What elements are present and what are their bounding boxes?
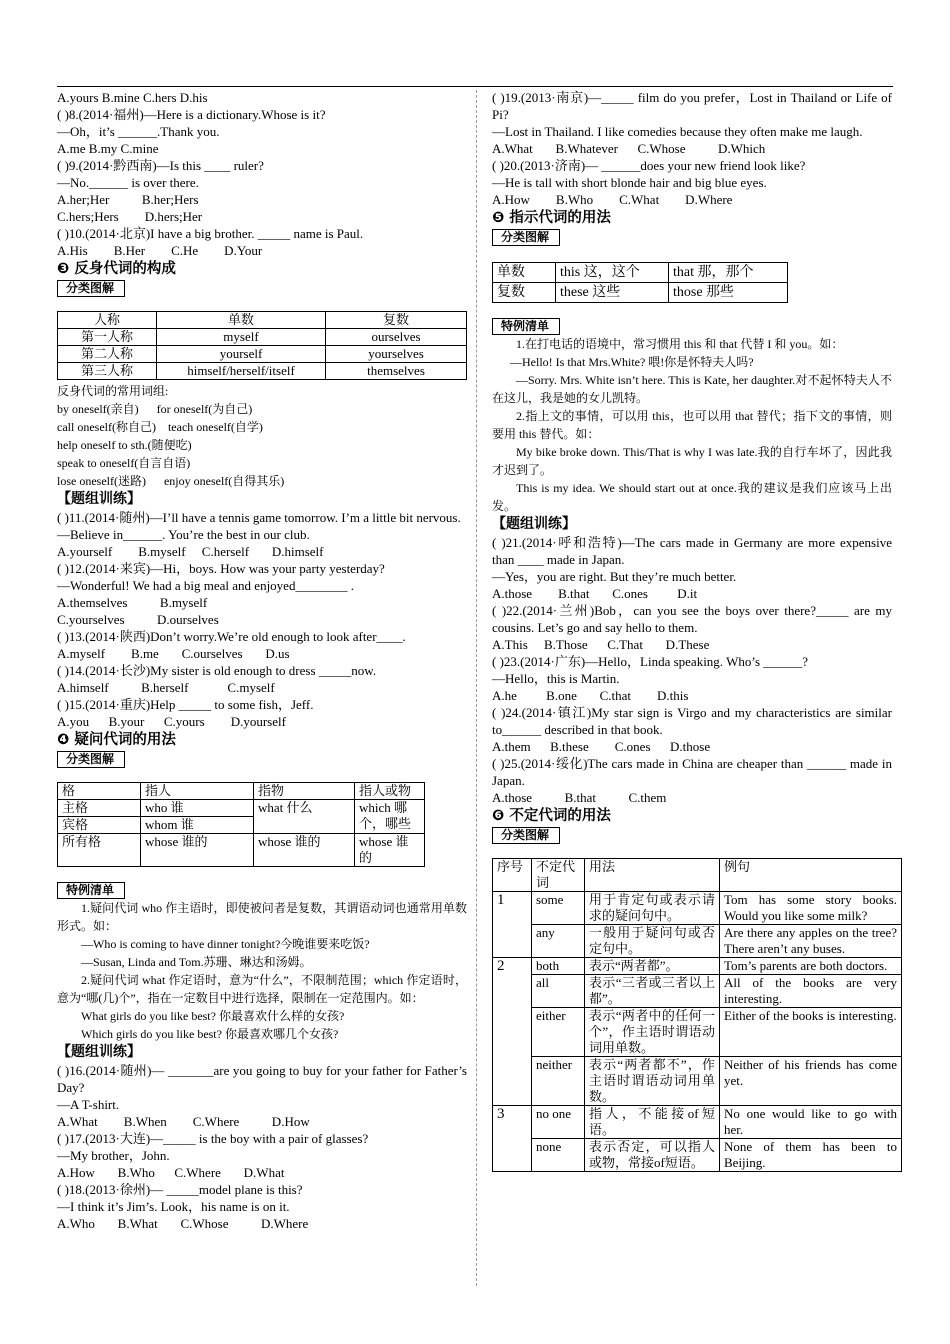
question-11: ( )11.(2014·随州)—I’ll have a tennis game tomorrow. I’m a little bit nervous. <box>57 510 461 525</box>
answer-line: —I think it’s Jim’s. Look，his name is on it. <box>57 1199 290 1214</box>
phrase-line: 反身代词的常用词组: <box>57 384 169 398</box>
answer-line: —Oh，it’s ______.Thank you. <box>57 124 220 139</box>
table-cell: some <box>532 892 585 925</box>
right-column <box>492 89 897 1172</box>
table-cell: these 这些 <box>556 283 669 303</box>
table-header: 指人 <box>141 783 254 800</box>
table-cell: 一般用于疑问句或否定句中。 <box>585 925 720 958</box>
question-14: ( )14.(2014·长沙)My sister is old enough to dress _____now. <box>57 663 377 678</box>
table-cell: 1 <box>493 892 532 958</box>
tag-classification: 分类图解 <box>57 280 125 297</box>
note-text: —Who is coming to have dinner tonight?今晚谁要来吃饭? <box>81 937 370 951</box>
question-18: ( )18.(2013·徐州)— _____model plane is this? <box>57 1182 303 1197</box>
table-cell: 表示“三者或三者以上都”。 <box>585 975 720 1008</box>
answer-line: —Wonderful! We had a big meal and enjoyed________ . <box>57 578 354 593</box>
question-12: ( )12.(2014·来宾)—Hi，boys. How was your party yesterday? <box>57 561 385 576</box>
table-cell: 主格 <box>58 800 141 817</box>
table-header: 不定代词 <box>532 859 585 892</box>
option-line: A.you B.your C.yours D.yourself <box>57 714 286 729</box>
option-line: C.yourselves D.ourselves <box>57 612 219 627</box>
option-line: A.Who B.What C.Whose D.Where <box>57 1216 309 1231</box>
table-cell: 用于肯定句或表示请求的疑问句中。 <box>585 892 720 925</box>
question-25: ( )25.(2014·绥化)The cars made in China are cheaper than ______ made in Japan. <box>492 756 892 788</box>
note-text: 1.疑问代词 who 作主语时，即使被问者是复数，其谓语动词也通常用单数形式。如： <box>57 901 467 933</box>
option-line: A.he B.one C.that D.this <box>492 688 689 703</box>
question-24: ( )24.(2014·镇江)My star sign is Virgo and my characteristics are similar to______ described in that book. <box>492 705 892 737</box>
question-19: ( )19.(2013·南京)—_____ film do you prefer，Lost in Thailand or Life of Pi? <box>492 90 892 122</box>
answer-line: —No.______ is over there. <box>57 175 199 190</box>
reflexive-table <box>57 311 467 380</box>
table-cell: themselves <box>326 363 467 380</box>
option-line: A.them B.these C.ones D.those <box>492 739 711 754</box>
table-cell: 指人，不能接of短语。 <box>585 1106 720 1139</box>
table-cell: all <box>532 975 585 1008</box>
option-line: A.This B.Those C.That D.These <box>492 637 710 652</box>
note-text: 1.在打电话的语境中，常习惯用 this 和 that 代替 I 和 you。如： <box>516 337 844 351</box>
table-cell: yourselves <box>326 346 467 363</box>
table-cell: no one <box>532 1106 585 1139</box>
answer-line: —Lost in Thailand. I like comedies because they often make me laugh. <box>492 124 863 139</box>
question-17: ( )17.(2013·大连)—_____ is the boy with a pair of glasses? <box>57 1131 369 1146</box>
option-line: A.those B.that C.them <box>492 790 667 805</box>
option-line: A.How B.Who C.What D.Where <box>492 192 733 207</box>
table-cell: whose 谁的 <box>254 834 355 867</box>
option-line: A.myself B.me C.ourselves D.us <box>57 646 290 661</box>
table-cell: that 那，那个 <box>669 263 788 283</box>
table-cell: 复数 <box>493 283 556 303</box>
table-cell: ourselves <box>326 329 467 346</box>
note-text: 2.指上文的事情，可以用 this，也可以用 that 替代；指下文的事情，则要用 this 替代。如： <box>492 409 892 441</box>
option-line: A.me B.my C.mine <box>57 141 159 156</box>
table-header: 指物 <box>254 783 355 800</box>
table-cell: himself/herself/itself <box>157 363 326 380</box>
phrase-line: by oneself(亲自) for oneself(为自己) <box>57 402 253 416</box>
table-cell: 表示否定，可以指人或物，常接of短语。 <box>585 1139 720 1172</box>
table-cell: any <box>532 925 585 958</box>
table-cell: Neither of his friends has come yet. <box>720 1057 902 1106</box>
table-cell: 表示“两者中的任何一个”，作主语时谓语动词用单数。 <box>585 1008 720 1057</box>
option-line: A.themselves B.myself <box>57 595 208 610</box>
table-cell: 表示“两者都”。 <box>585 958 720 975</box>
table-cell: 第三人称 <box>58 363 157 380</box>
option-line: A.himself B.herself C.myself <box>57 680 275 695</box>
tag-special-cases: 特例清单 <box>492 318 560 335</box>
option-line: A.her;Her B.her;Hers <box>57 192 199 207</box>
table-cell: neither <box>532 1057 585 1106</box>
note-text: My bike broke down. This/That is why I was late.我的自行车坏了，因此我才迟到了。 <box>492 445 892 477</box>
column-divider <box>476 90 477 1286</box>
option-line: A.yours B.mine C.hers D.his <box>57 90 208 105</box>
exercise-group-heading: 【题组训练】 <box>57 491 141 507</box>
note-text: —Susan, Linda and Tom.苏珊、琳达和汤姆。 <box>81 955 312 969</box>
question-10: ( )10.(2014·北京)I have a big brother. _____ name is Paul. <box>57 226 364 241</box>
answer-line: —My brother，John. <box>57 1148 170 1163</box>
question-16: ( )16.(2014·随州)— _______are you going to buy for your father for Father’s Day? <box>57 1063 467 1095</box>
answer-line: —A T-shirt. <box>57 1097 120 1112</box>
note-text: 2.疑问代词 what 作定语时，意为“什么”，不限制范围；which 作定语时，意为“哪(几)个”，指在一定数目中进行选择，限制在一定范围内。如： <box>57 973 467 1005</box>
phrase-line: lose oneself(迷路) enjoy oneself(自得其乐) <box>57 474 285 488</box>
table-cell: 第二人称 <box>58 346 157 363</box>
answer-line: —Believe in______. You’re the best in our club. <box>57 527 310 542</box>
phrase-line: speak to oneself(自言自语) <box>57 456 191 470</box>
table-cell: which 哪个，哪些 <box>355 800 425 834</box>
question-15: ( )15.(2014·重庆)Help _____ to some fish，Jeff. <box>57 697 314 712</box>
exercise-group-heading: 【题组训练】 <box>57 1044 141 1060</box>
tag-classification: 分类图解 <box>492 827 560 844</box>
note-text: —Hello! Is that Mrs.White? 喂!你是怀特夫人吗? <box>510 355 754 369</box>
table-cell: 宾格 <box>58 817 141 834</box>
question-22: ( )22.(2014·兰州)Bob，can you see the boys over there?_____ are my cousins. Let’s go and say hello to them. <box>492 603 892 635</box>
tag-classification: 分类图解 <box>492 229 560 246</box>
option-line: C.hers;Hers D.hers;Her <box>57 209 203 224</box>
table-cell: whose 谁的 <box>355 834 425 867</box>
note-text: Which girls do you like best? 你最喜欢哪几个女孩? <box>81 1027 339 1041</box>
table-header: 序号 <box>493 859 532 892</box>
table-cell: who 谁 <box>141 800 254 817</box>
section-heading-interrogative: ❹ 疑问代词的用法 <box>57 732 176 748</box>
table-cell: Tom’s parents are both doctors. <box>720 958 902 975</box>
left-column <box>57 89 467 1232</box>
table-cell: yourself <box>157 346 326 363</box>
table-cell: whose 谁的 <box>141 834 254 867</box>
table-cell: Tom has some story books. Would you like some milk? <box>720 892 902 925</box>
table-cell: both <box>532 958 585 975</box>
table-cell: this 这，这个 <box>556 263 669 283</box>
note-text: This is my idea. We should start out at once.我的建议是我们应该马上出发。 <box>492 481 892 513</box>
section-heading-demonstrative: ❺ 指示代词的用法 <box>492 210 611 226</box>
table-header: 人称 <box>58 312 157 329</box>
table-cell: All of the books are very interesting. <box>720 975 902 1008</box>
question-23: ( )23.(2014·广东)—Hello，Linda speaking. Who’s ______? <box>492 654 809 669</box>
answer-line: —Yes，you are right. But they’re much better. <box>492 569 737 584</box>
question-9: ( )9.(2014·黔西南)—Is this ____ ruler? <box>57 158 264 173</box>
note-text: What girls do you like best? 你最喜欢什么样的女孩? <box>81 1009 345 1023</box>
question-21: ( )21.(2014·呼和浩特)—The cars made in Germany are more expensive than ____ made in Japan. <box>492 535 892 567</box>
table-cell: None of them has been to Beijing. <box>720 1139 902 1172</box>
phrase-line: help oneself to sth.(随便吃) <box>57 438 192 452</box>
table-cell: those 那些 <box>669 283 788 303</box>
table-cell: 表示“两者都不”，作主语时谓语动词用单数。 <box>585 1057 720 1106</box>
table-cell: 单数 <box>493 263 556 283</box>
table-cell: what 什么 <box>254 800 355 834</box>
tag-classification: 分类图解 <box>57 751 125 768</box>
table-cell: either <box>532 1008 585 1057</box>
table-header: 复数 <box>326 312 467 329</box>
top-rule <box>57 86 893 87</box>
table-cell: myself <box>157 329 326 346</box>
table-cell: 所有格 <box>58 834 141 867</box>
question-20: ( )20.(2013·济南)— ______does your new friend look like? <box>492 158 806 173</box>
indefinite-table <box>492 858 902 1172</box>
table-header: 格 <box>58 783 141 800</box>
question-13: ( )13.(2014·陕西)Don’t worry.We’re old enough to look after____. <box>57 629 406 644</box>
note-text: —Sorry. Mrs. White isn’t here. This is Kate, her daughter.对不起怀特夫人不在这儿，我是她的女儿凯特。 <box>492 373 892 405</box>
question-8: ( )8.(2014·福州)—Here is a dictionary.Whose is it? <box>57 107 326 122</box>
table-cell: Are there any apples on the tree? There aren’t any buses. <box>720 925 902 958</box>
exercise-group-heading: 【题组训练】 <box>492 516 576 532</box>
table-cell: 第一人称 <box>58 329 157 346</box>
demonstrative-table <box>492 262 788 303</box>
table-cell: 2 <box>493 958 532 1106</box>
table-header: 单数 <box>157 312 326 329</box>
table-cell: none <box>532 1139 585 1172</box>
section-heading-reflexive: ❸ 反身代词的构成 <box>57 261 176 277</box>
table-cell: 3 <box>493 1106 532 1172</box>
option-line: A.yourself B.myself C.herself D.himself <box>57 544 324 559</box>
table-cell: Either of the books is interesting. <box>720 1008 902 1057</box>
table-cell: No one would like to go with her. <box>720 1106 902 1139</box>
answer-line: —Hello，this is Martin. <box>492 671 620 686</box>
table-header: 指人或物 <box>355 783 425 800</box>
table-cell: whom 谁 <box>141 817 254 834</box>
option-line: A.What B.Whatever C.Whose D.Which <box>492 141 766 156</box>
answer-line: —He is tall with short blonde hair and big blue eyes. <box>492 175 767 190</box>
option-line: A.His B.Her C.He D.Your <box>57 243 263 258</box>
table-header: 例句 <box>720 859 902 892</box>
phrase-line: call oneself(称自己) teach oneself(自学) <box>57 420 263 434</box>
table-header: 用法 <box>585 859 720 892</box>
option-line: A.What B.When C.Where D.How <box>57 1114 310 1129</box>
interrogative-table <box>57 782 425 867</box>
tag-special-cases: 特例清单 <box>57 882 125 899</box>
section-heading-indefinite: ❻ 不定代词的用法 <box>492 808 611 824</box>
option-line: A.those B.that C.ones D.it <box>492 586 698 601</box>
option-line: A.How B.Who C.Where D.What <box>57 1165 285 1180</box>
